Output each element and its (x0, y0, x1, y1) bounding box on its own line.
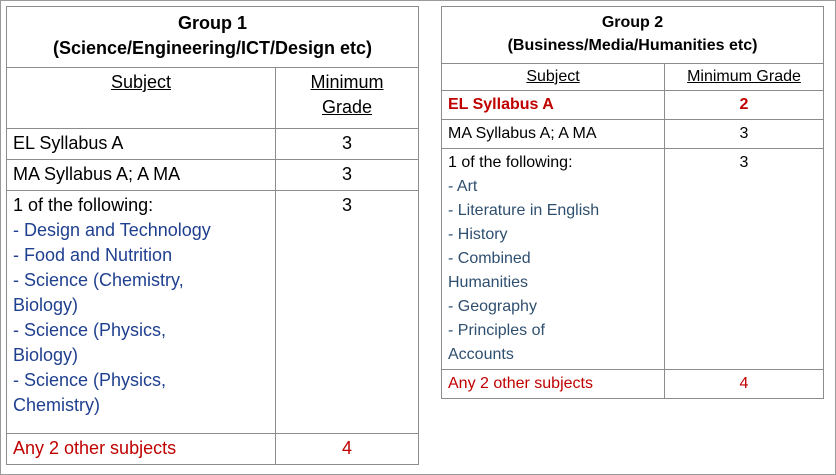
group2-row2-grade: 3 (665, 120, 824, 149)
group1-subject-header (7, 68, 276, 129)
group1-row3-grade: 3 (276, 191, 419, 434)
list-item: Humanities (448, 274, 529, 291)
group1-row1-grade: 3 (276, 129, 419, 160)
list-item: Accounts (448, 346, 514, 363)
table-row (442, 91, 824, 120)
list-item: Biology) (13, 295, 79, 315)
group2-subject-header-label: Subject (526, 68, 580, 85)
group1-title-line1: Group 1 (177, 13, 247, 33)
list-item: - Principles of (448, 322, 545, 339)
group2-subject-list (448, 175, 658, 367)
group1-subject-list (13, 218, 269, 418)
group1-grade-header-line1: Minimum (310, 72, 384, 92)
group2-row1-grade: 2 (665, 91, 824, 120)
group1-title (7, 7, 419, 68)
group1-grade-header (276, 68, 419, 129)
list-item: Chemistry) (13, 395, 101, 415)
group2-row4-subject: Any 2 other subjects (442, 370, 665, 399)
group2-grade-header-label: Minimum Grade (687, 68, 801, 85)
list-item: - Geography (448, 298, 537, 315)
group2-grade-header (665, 64, 824, 91)
group2-row3-grade: 3 (665, 149, 824, 370)
group2-title-line2: (Business/Media/Humanities etc) (507, 37, 758, 54)
group2-subject-header (442, 64, 665, 91)
list-item: - Science (Physics, (13, 370, 167, 390)
table-row (7, 191, 419, 434)
group1-table (6, 6, 419, 465)
table-row (442, 370, 824, 399)
table-row (7, 434, 419, 465)
table-row (7, 129, 419, 160)
list-item: - Food and Nutrition (13, 245, 173, 265)
group2-title (442, 7, 824, 64)
group1-row2-grade: 3 (276, 160, 419, 191)
group2-row4-grade: 4 (665, 370, 824, 399)
list-item: - Art (448, 178, 478, 195)
group2-row3-subject (442, 149, 665, 370)
group2-row1-subject: EL Syllabus A (442, 91, 665, 120)
group1-grade-header-line2: Grade (321, 97, 373, 117)
group2-row3-intro: 1 of the following: (448, 154, 573, 171)
group1-row1-subject: EL Syllabus A (7, 129, 276, 160)
group1-row4-subject: Any 2 other subjects (7, 434, 276, 465)
group2-row2-subject: MA Syllabus A; A MA (442, 120, 665, 149)
group2-title-line1: Group 2 (601, 14, 664, 31)
table-row (7, 160, 419, 191)
group1-subject-header-label: Subject (110, 72, 172, 92)
list-item: - Science (Physics, (13, 320, 167, 340)
list-item: - Design and Technology (13, 220, 211, 240)
group1-title-line2: (Science/Engineering/ICT/Design etc) (52, 38, 373, 58)
list-item: Biology) (13, 345, 79, 365)
group1-row4-grade: 4 (276, 434, 419, 465)
list-item: - History (448, 226, 508, 243)
group1-row3-intro: 1 of the following: (13, 195, 154, 215)
group1-row2-subject: MA Syllabus A; A MA (7, 160, 276, 191)
table-row (442, 120, 824, 149)
list-item: - Science (Chemistry, (13, 270, 184, 290)
list-item: - Combined (448, 250, 531, 267)
group1-row3-subject (7, 191, 276, 434)
list-item: - Literature in English (448, 202, 600, 219)
group2-table (441, 6, 824, 399)
table-row (442, 149, 824, 370)
